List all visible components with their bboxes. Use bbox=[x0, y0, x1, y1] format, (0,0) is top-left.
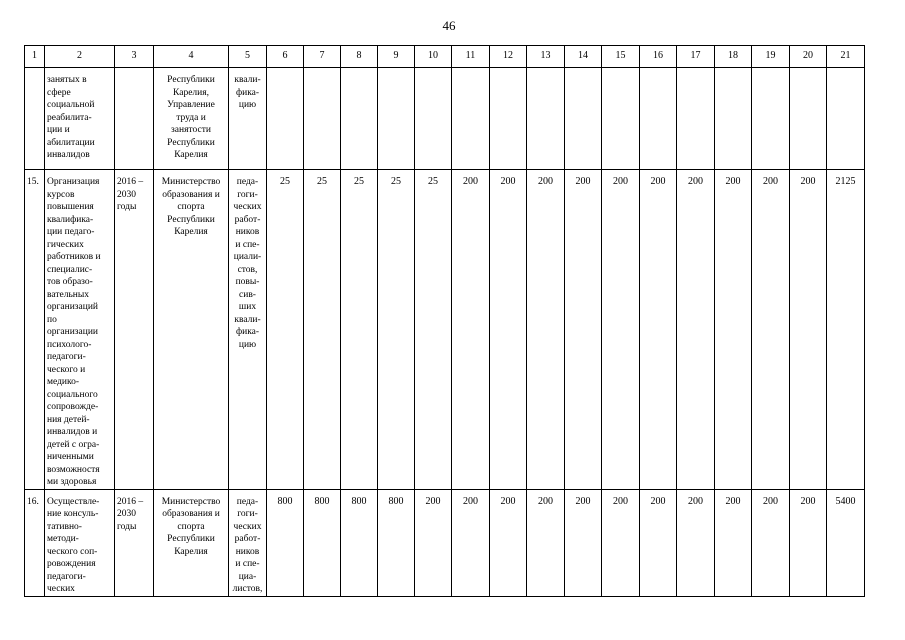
activity-line: гических bbox=[47, 239, 84, 250]
indicator-line: листов, bbox=[232, 584, 263, 594]
value-cell bbox=[490, 68, 527, 170]
activity-line: тов образо- bbox=[47, 277, 93, 287]
activity-line: повышения bbox=[47, 202, 94, 212]
activity-line: методи- bbox=[47, 534, 79, 544]
indicator-line: ших bbox=[238, 302, 257, 312]
indicator-cell bbox=[229, 170, 267, 490]
value-cell: 200 bbox=[790, 489, 827, 596]
executor-cell bbox=[154, 489, 229, 596]
value-cell: 200 bbox=[490, 489, 527, 596]
activity-line: инвалидов и bbox=[47, 427, 98, 437]
column-number-cell: 15 bbox=[602, 46, 640, 68]
column-number-cell: 4 bbox=[154, 46, 229, 68]
value-cell bbox=[452, 68, 490, 170]
activity-line: организации bbox=[47, 327, 99, 337]
value-cell: 25 bbox=[304, 170, 341, 490]
period-line: годы bbox=[117, 202, 137, 212]
activity-line: ции педаго- bbox=[47, 227, 95, 237]
value-cell: 800 bbox=[341, 489, 378, 596]
period-line: годы bbox=[117, 521, 137, 532]
activity-line: детей с огра- bbox=[47, 439, 100, 450]
indicator-line: работ- bbox=[234, 214, 261, 225]
activity-line: абилитации bbox=[47, 137, 95, 148]
indicator-line: цию bbox=[238, 339, 257, 350]
activity-line: реабилита- bbox=[47, 112, 92, 123]
activity-cell bbox=[45, 489, 115, 596]
value-cell: 800 bbox=[267, 489, 304, 596]
activity-line: сфере bbox=[47, 87, 71, 98]
executor-line: занятости bbox=[171, 125, 211, 135]
value-cell: 200 bbox=[715, 489, 752, 596]
activity-line: социальной bbox=[47, 100, 95, 110]
value-cell bbox=[715, 68, 752, 170]
period-cell bbox=[115, 170, 154, 490]
value-cell bbox=[415, 68, 452, 170]
value-cell: 200 bbox=[452, 489, 490, 596]
value-cell: 200 bbox=[640, 489, 677, 596]
activity-line: ние консуль- bbox=[47, 509, 99, 519]
activity-line: ровождения bbox=[47, 559, 96, 569]
column-number-cell: 14 bbox=[565, 46, 602, 68]
executor-line: Республики bbox=[167, 75, 215, 85]
value-cell bbox=[378, 68, 415, 170]
executor-line: Карелия bbox=[174, 227, 208, 237]
activity-line: социального bbox=[47, 389, 98, 400]
activity-line: Осуществле- bbox=[47, 496, 100, 507]
indicator-line: ческих bbox=[233, 521, 262, 532]
activity-line: психолого- bbox=[47, 339, 92, 350]
value-cell: 200 bbox=[790, 170, 827, 490]
indicator-line: фика- bbox=[235, 87, 260, 98]
executor-line: Республики bbox=[167, 534, 215, 544]
executor-line: образования и bbox=[162, 189, 220, 200]
indicator-line: и спе- bbox=[235, 559, 260, 569]
column-number-cell: 12 bbox=[490, 46, 527, 68]
value-cell bbox=[640, 68, 677, 170]
indicator-line: стов, bbox=[237, 264, 258, 275]
value-cell: 200 bbox=[527, 170, 565, 490]
period-line: 2030 bbox=[117, 509, 136, 519]
indicator-line: гоги- bbox=[237, 189, 258, 200]
activity-line: курсов bbox=[47, 189, 75, 200]
executor-line: образования и bbox=[162, 509, 220, 519]
program-activities-table bbox=[24, 45, 865, 597]
row-number-cell: 15. bbox=[25, 170, 45, 490]
value-cell bbox=[752, 68, 790, 170]
activity-line: инвалидов bbox=[47, 150, 90, 160]
executor-line: Карелия, bbox=[173, 87, 209, 98]
value-cell bbox=[790, 68, 827, 170]
activity-line: сопровожде- bbox=[47, 402, 99, 412]
value-cell: 2125 bbox=[827, 170, 865, 490]
period-cell bbox=[115, 489, 154, 596]
period-line: 2030 bbox=[117, 189, 136, 200]
activity-line: ми здоровья bbox=[47, 477, 97, 487]
activity-line: медико- bbox=[47, 377, 80, 387]
indicator-line: квали- bbox=[234, 75, 261, 85]
executor-line: Республики bbox=[167, 137, 215, 148]
value-cell bbox=[304, 68, 341, 170]
activity-line: педагоги- bbox=[47, 571, 86, 582]
table-row bbox=[25, 489, 865, 596]
activity-line: работников и bbox=[47, 252, 101, 262]
column-number-cell: 18 bbox=[715, 46, 752, 68]
indicator-line: ников bbox=[235, 546, 260, 557]
indicator-line: педа- bbox=[236, 177, 259, 187]
executor-line: спорта bbox=[177, 202, 205, 212]
column-number-cell: 9 bbox=[378, 46, 415, 68]
column-number-cell: 6 bbox=[267, 46, 304, 68]
column-number-cell: 7 bbox=[304, 46, 341, 68]
column-number-cell: 13 bbox=[527, 46, 565, 68]
period-cell bbox=[115, 68, 154, 170]
indicator-line: гоги- bbox=[237, 509, 258, 519]
indicator-line: цию bbox=[238, 100, 257, 110]
period-line: 2016 – bbox=[117, 496, 144, 507]
value-cell: 200 bbox=[452, 170, 490, 490]
activity-line: ния детей- bbox=[47, 414, 90, 425]
value-cell: 200 bbox=[602, 489, 640, 596]
indicator-line: ников bbox=[235, 227, 260, 237]
value-cell bbox=[827, 68, 865, 170]
indicator-line: циали- bbox=[233, 252, 262, 262]
activity-line: ции и bbox=[47, 125, 70, 135]
activity-line: тативно- bbox=[47, 521, 82, 532]
column-number-cell: 3 bbox=[115, 46, 154, 68]
column-number-cell: 8 bbox=[341, 46, 378, 68]
value-cell bbox=[565, 68, 602, 170]
value-cell: 25 bbox=[378, 170, 415, 490]
row-number-cell bbox=[25, 68, 45, 170]
value-cell: 200 bbox=[565, 170, 602, 490]
activity-line: педагоги- bbox=[47, 352, 86, 362]
value-cell: 200 bbox=[752, 170, 790, 490]
value-cell bbox=[341, 68, 378, 170]
column-number-cell: 10 bbox=[415, 46, 452, 68]
executor-line: спорта bbox=[177, 521, 205, 532]
activity-line: вательных bbox=[47, 289, 89, 300]
value-cell: 800 bbox=[378, 489, 415, 596]
value-cell: 200 bbox=[677, 489, 715, 596]
value-cell: 200 bbox=[640, 170, 677, 490]
executor-line: Управление bbox=[167, 100, 215, 110]
column-number-cell: 20 bbox=[790, 46, 827, 68]
column-number-row bbox=[25, 46, 865, 68]
indicator-line: циа- bbox=[238, 571, 257, 582]
executor-line: труда и bbox=[176, 112, 206, 123]
page-number: 46 bbox=[442, 18, 456, 33]
column-number-cell: 1 bbox=[25, 46, 45, 68]
indicator-line: фика- bbox=[235, 327, 260, 337]
value-cell: 200 bbox=[715, 170, 752, 490]
table-row bbox=[25, 68, 865, 170]
value-cell: 200 bbox=[752, 489, 790, 596]
indicator-line: сив- bbox=[239, 289, 256, 300]
activity-line: возможностя bbox=[47, 464, 100, 475]
activity-line: занятых в bbox=[47, 75, 87, 85]
activity-line: Организация bbox=[47, 177, 100, 187]
indicator-line: и спе- bbox=[235, 239, 260, 250]
column-number-cell: 17 bbox=[677, 46, 715, 68]
value-cell: 200 bbox=[490, 170, 527, 490]
period-line: 2016 – bbox=[117, 177, 144, 187]
indicator-line: повы- bbox=[235, 277, 260, 287]
value-cell: 200 bbox=[415, 489, 452, 596]
value-cell bbox=[602, 68, 640, 170]
value-cell: 800 bbox=[304, 489, 341, 596]
row-number-cell: 16. bbox=[25, 489, 45, 596]
indicator-line: ческих bbox=[233, 202, 262, 212]
column-number-cell: 11 bbox=[452, 46, 490, 68]
executor-line: Министерство bbox=[161, 177, 221, 187]
value-cell: 25 bbox=[267, 170, 304, 490]
value-cell bbox=[677, 68, 715, 170]
value-cell: 25 bbox=[341, 170, 378, 490]
indicator-cell bbox=[229, 489, 267, 596]
activity-line: ческого и bbox=[47, 364, 86, 375]
activity-line: специалис- bbox=[47, 264, 93, 275]
table-row bbox=[25, 170, 865, 490]
executor-line: Карелия bbox=[174, 150, 208, 160]
indicator-line: квали- bbox=[234, 314, 261, 325]
column-number-cell: 16 bbox=[640, 46, 677, 68]
executor-line: Карелия bbox=[174, 546, 208, 557]
value-cell: 5400 bbox=[827, 489, 865, 596]
executor-cell bbox=[154, 170, 229, 490]
column-number-cell: 5 bbox=[229, 46, 267, 68]
value-cell: 200 bbox=[602, 170, 640, 490]
activity-line: ческого соп- bbox=[47, 546, 98, 557]
executor-cell bbox=[154, 68, 229, 170]
value-cell: 200 bbox=[565, 489, 602, 596]
executor-line: Министерство bbox=[161, 496, 221, 507]
column-number-cell: 21 bbox=[827, 46, 865, 68]
activity-line: ческих bbox=[47, 584, 75, 594]
indicator-cell bbox=[229, 68, 267, 170]
value-cell bbox=[267, 68, 304, 170]
indicator-line: педа- bbox=[236, 496, 259, 507]
activity-line: по bbox=[47, 314, 57, 325]
activity-line: ниченными bbox=[47, 452, 94, 462]
column-number-cell: 19 bbox=[752, 46, 790, 68]
value-cell: 200 bbox=[677, 170, 715, 490]
activity-line: организаций bbox=[47, 302, 99, 312]
activity-cell bbox=[45, 170, 115, 490]
value-cell bbox=[527, 68, 565, 170]
indicator-line: работ- bbox=[234, 534, 261, 544]
value-cell: 200 bbox=[527, 489, 565, 596]
value-cell: 25 bbox=[415, 170, 452, 490]
column-number-cell: 2 bbox=[45, 46, 115, 68]
executor-line: Республики bbox=[167, 214, 215, 225]
activity-line: квалифика- bbox=[47, 214, 94, 225]
activity-cell bbox=[45, 68, 115, 170]
